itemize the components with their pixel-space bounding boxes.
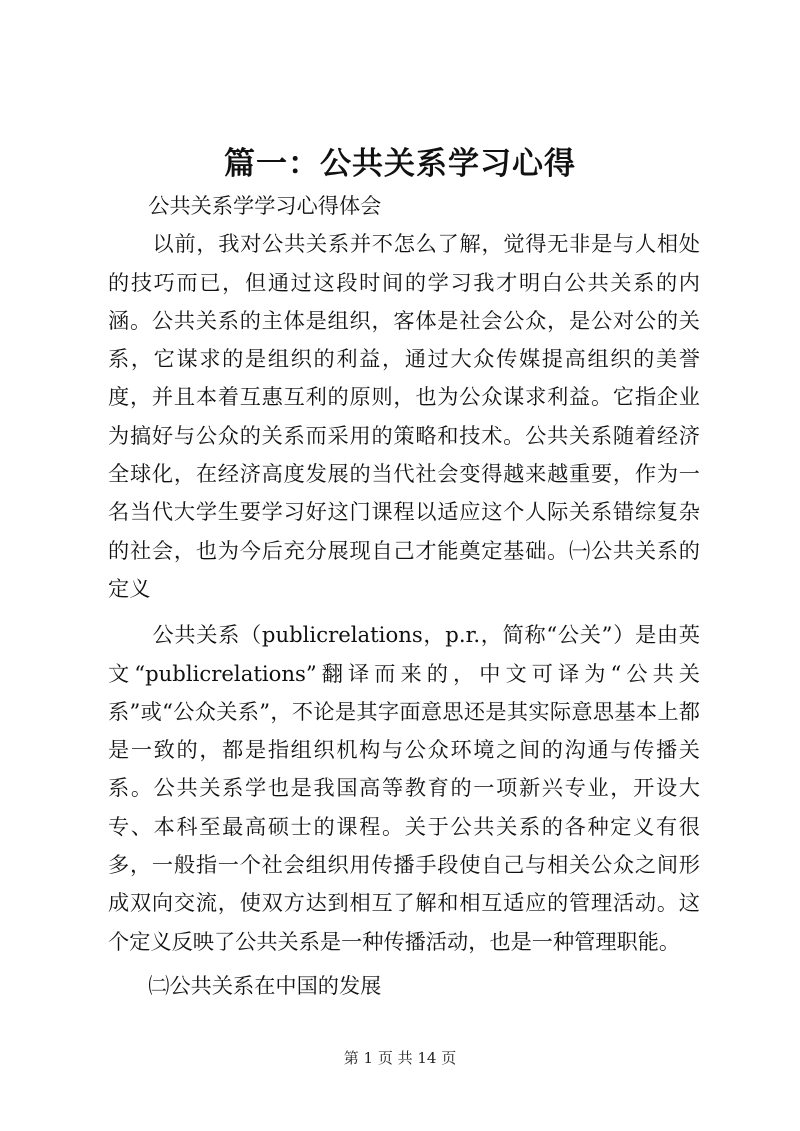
paragraph-definition: 公共关系（publicrelations，p.r.，简称“公关”）是由英文“publicrelations”翻译而来的，中文可译为“公共关系”或“公众关系”，不论是其字面意思还是其实际意思基本上都是一致的，都是指组织机构与公众环境之间的沟通与传播关系。公共关系学也是我国高等教育的一项新兴专业，开设大专、本科至最高硕士的课程。关于公共关系的各种定义有很多，一般指一个社会组织用传播手段使自己与相关公众之间形成双向交流，使双方达到相互了解和相互适应的管理活动。这个定义反映了公共关系是一种传播活动，也是一种管理职能。	[108, 622, 700, 954]
section-heading: ㈡公共关系在中国的发展	[148, 972, 382, 998]
subtitle: 公共关系学学习心得体会	[148, 193, 382, 218]
paragraph-intro: 以前，我对公共关系并不怎么了解，觉得无非是与人相处的技巧而已，但通过这段时间的学习我才明白公共关系的内涵。公共关系的主体是组织，客体是社会公众，是公对公的关系，它谋求的是组织的利益，通过大众传媒提高组织的美誉度，并且本着互惠互利的原则，也为公众谋求利益。它指企业为搞好与公众的关系而采用的策略和技术。公共关系随着经济全球化，在经济高度发展的当代社会变得越来越重要，作为一名当代大学生要学习好这门课程以适应这个人际关系错综复杂的社会，也为今后充分展现自己才能奠定基础。㈠公共关系的定义	[108, 231, 700, 601]
document-title: 篇一：公共关系学习心得	[224, 146, 576, 182]
document-body	[108, 187, 700, 1005]
page-indicator: 第 1 页 共 14 页	[343, 1049, 457, 1067]
